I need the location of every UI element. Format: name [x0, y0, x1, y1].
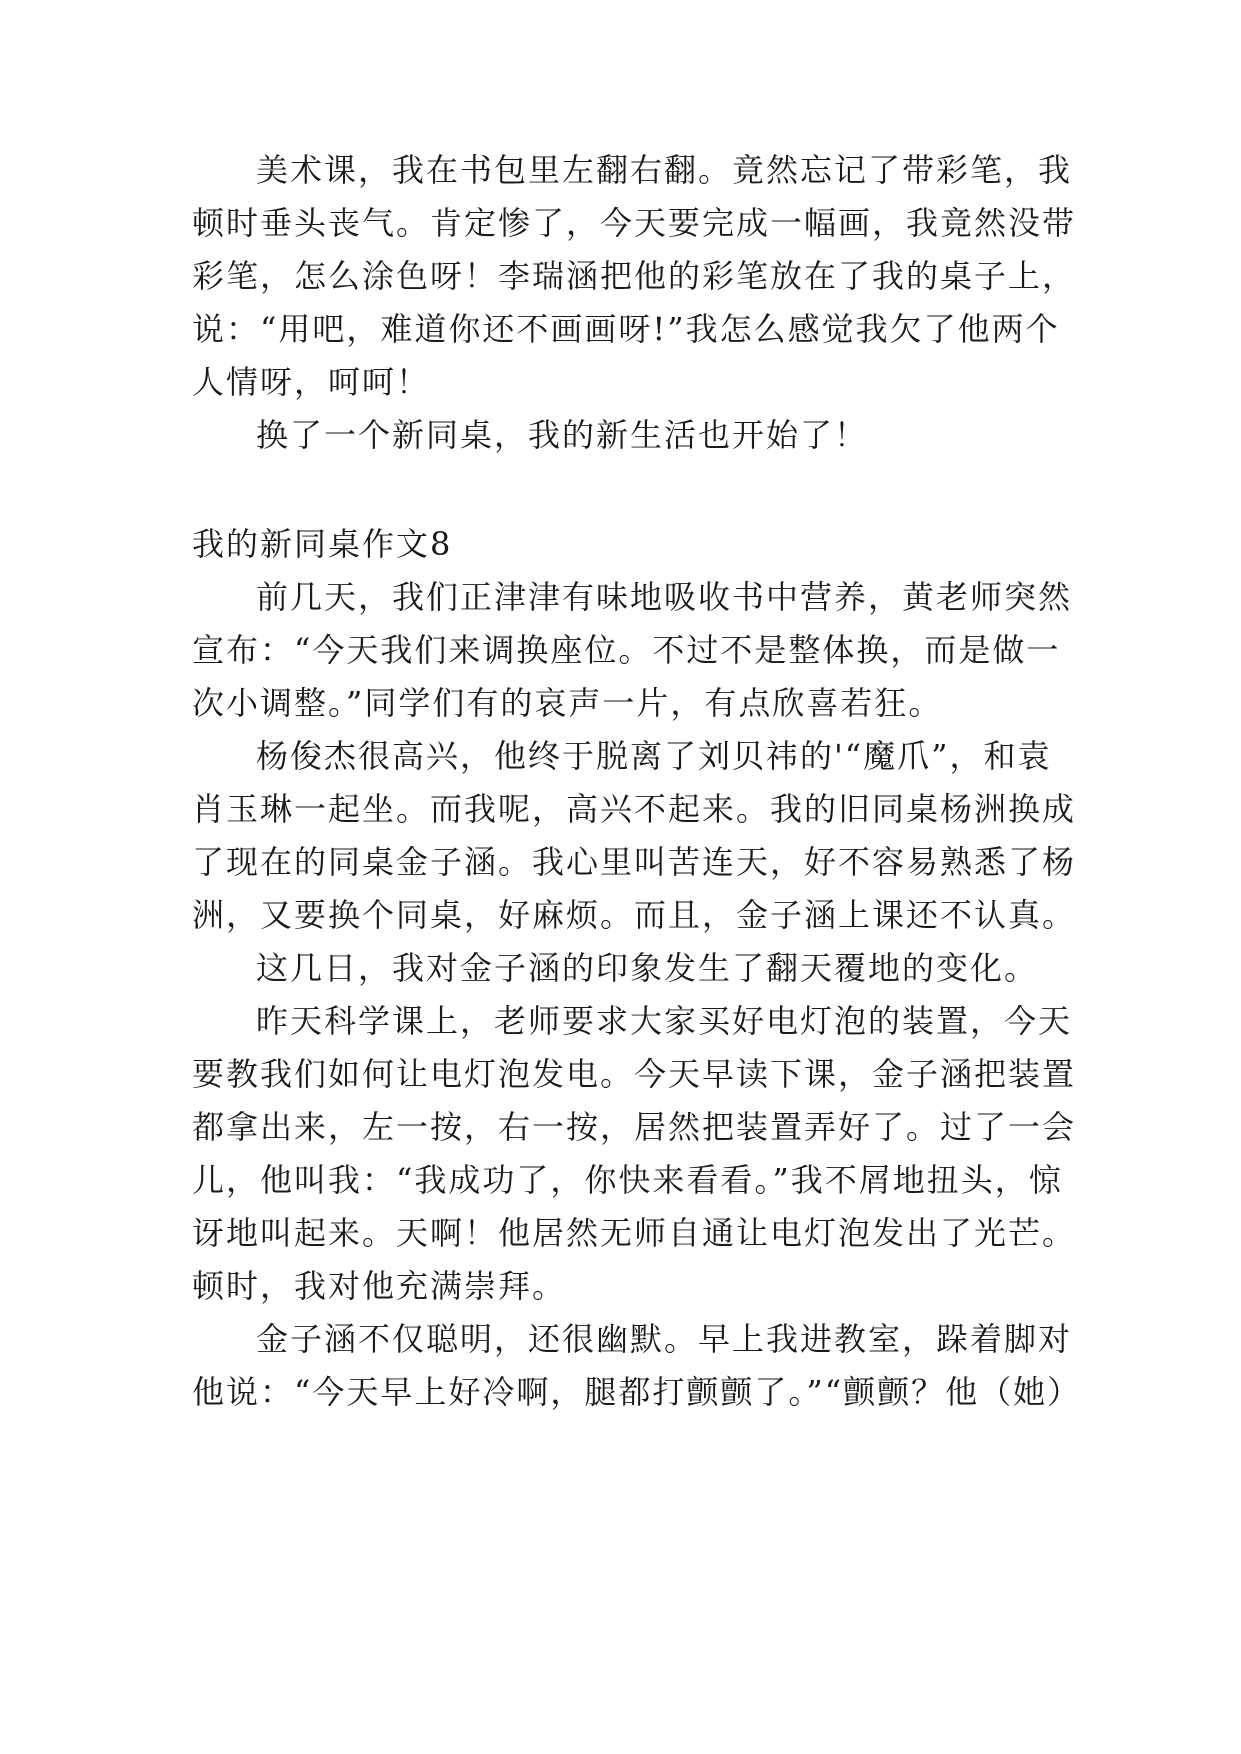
paragraph-line: 说：“用吧，难道你还不画画呀!”我怎么感觉我欠了他两个: [192, 310, 1060, 348]
paragraph-line: 都拿出来，左一按，右一按，居然把装置弄好了。过了一会: [192, 1108, 1077, 1146]
section-heading: 我的新同桌作文8: [192, 525, 453, 563]
paragraph-line: 肖玉琳一起坐。而我呢，高兴不起来。我的旧同桌杨洲换成: [192, 790, 1077, 828]
paragraph-line: 洲，又要换个同桌，好麻烦。而且，金子涵上课还不认真。: [192, 896, 1077, 934]
paragraph-line: 彩笔，怎么涂色呀！李瑞涵把他的彩笔放在了我的桌子上，: [192, 257, 1077, 295]
paragraph-line: 顿时，我对他充满崇拜。: [192, 1267, 567, 1305]
paragraph-line: 前几天，我们正津津有味地吸收书中营养，黄老师突然: [256, 578, 1073, 616]
paragraph-line: 这几日，我对金子涵的印象发生了翻天覆地的变化。: [256, 949, 1039, 987]
paragraph-line: 宣布：“今天我们来调换座位。不过不是整体换，而是做一: [192, 631, 1061, 669]
paragraph-line: 人情呀，呵呵！: [192, 363, 431, 401]
paragraph-line: 昨天科学课上，老师要求大家买好电灯泡的装置，今天: [256, 1002, 1073, 1040]
paragraph-line: 他说：“今天早上好冷啊，腿都打颤颤了。”“颤颤？他（她）: [192, 1373, 1082, 1411]
paragraph-line: 美术课，我在书包里左翻右翻。竟然忘记了带彩笔，我: [256, 151, 1073, 189]
paragraph-line: 杨俊杰很高兴，他终于脱离了刘贝祎的'“魔爪”，和袁: [256, 737, 1052, 775]
paragraph-line: 次小调整。”同学们有的哀声一片，有点欣喜若狂。: [192, 684, 943, 722]
paragraph-line: 儿，他叫我：“我成功了，你快来看看。”我不屑地扭头，惊: [192, 1161, 1063, 1199]
paragraph-line: 讶地叫起来。天啊！他居然无师自通让电灯泡发出了光芒。: [192, 1214, 1077, 1252]
paragraph-line: 顿时垂头丧气。肯定惨了，今天要完成一幅画，我竟然没带: [192, 204, 1077, 242]
paragraph-line: 金子涵不仅聪明，还很幽默。早上我进教室，跺着脚对: [256, 1320, 1073, 1358]
paragraph-line: 换了一个新同桌，我的新生活也开始了！: [256, 416, 869, 454]
paragraph-line: 要教我们如何让电灯泡发电。今天早读下课，金子涵把装置: [192, 1055, 1077, 1093]
paragraph-line: 了现在的同桌金子涵。我心里叫苦连天，好不容易熟悉了杨: [192, 843, 1077, 881]
